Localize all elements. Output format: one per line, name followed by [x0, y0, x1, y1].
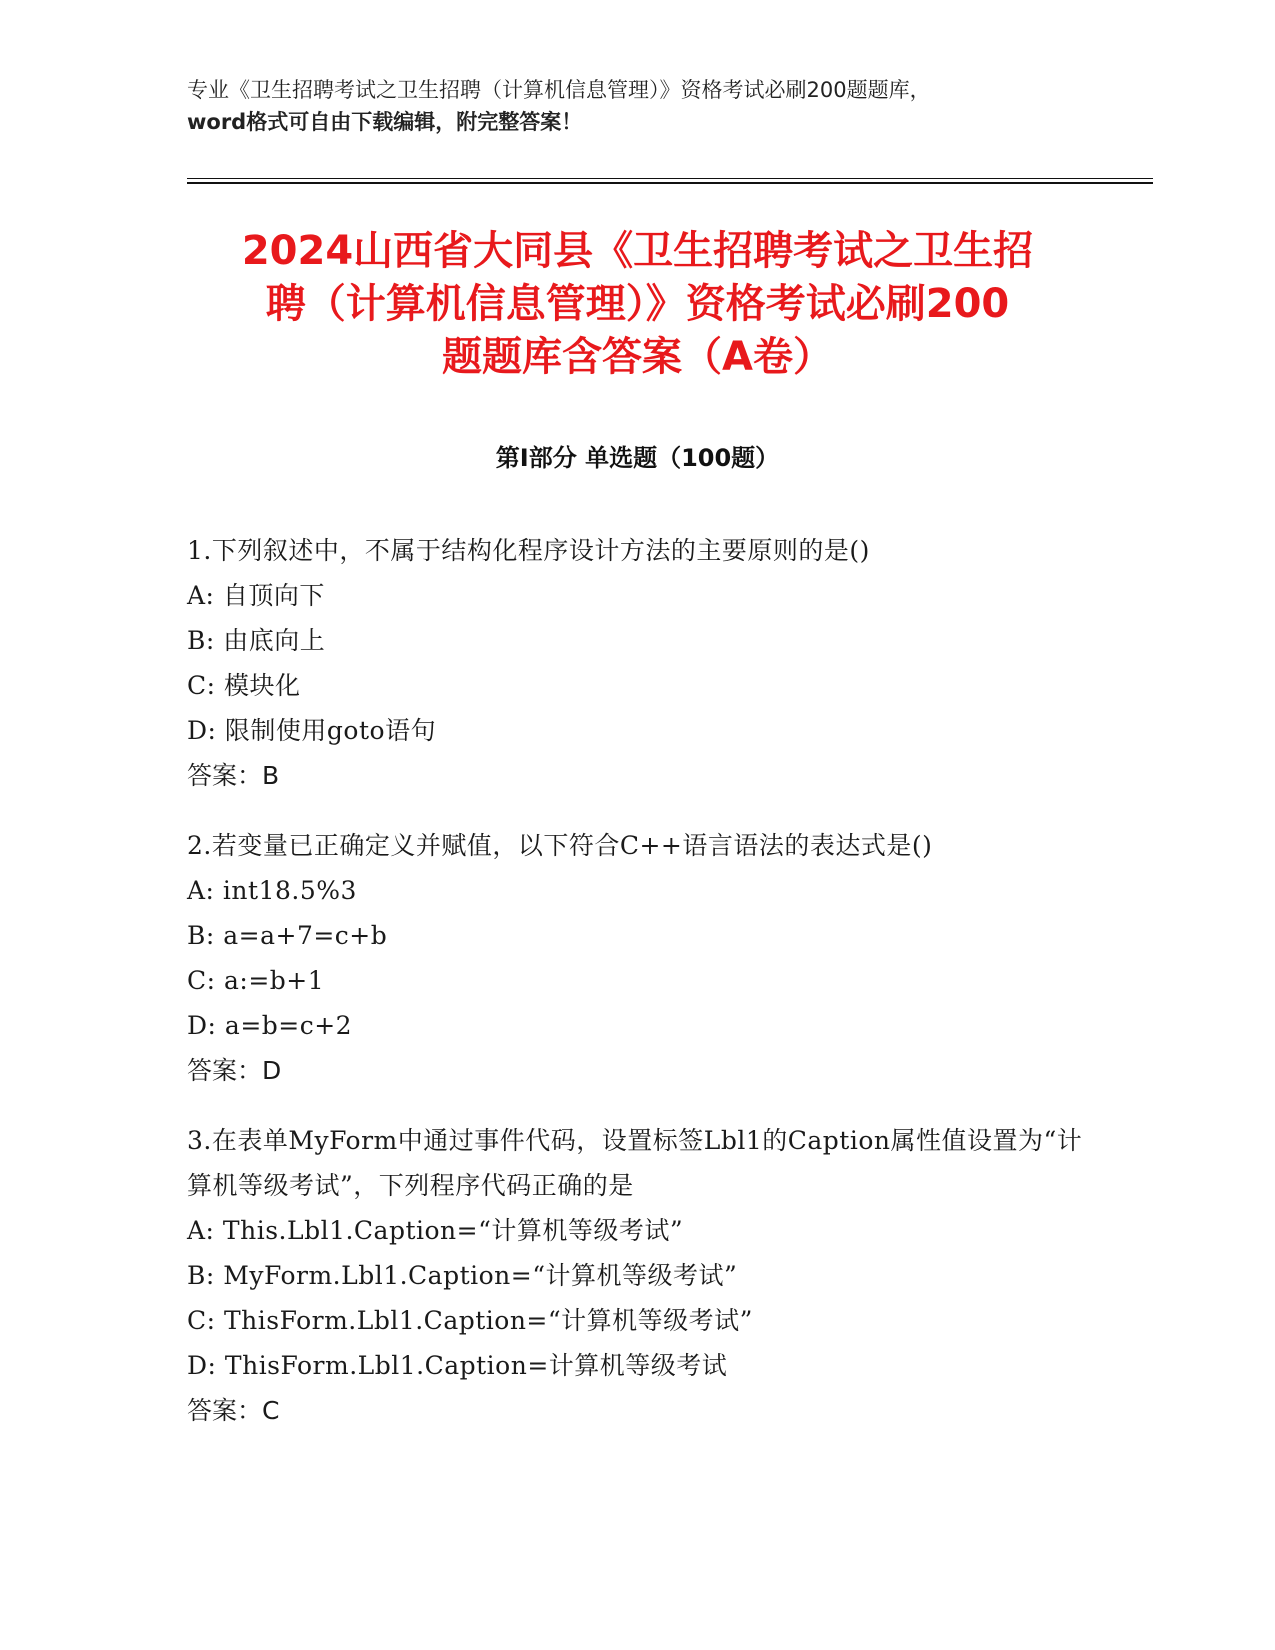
option-d: D: 限制使用goto语句 — [187, 716, 437, 745]
header-note-line-1: 专业《卫生招聘考试之卫生招聘（计算机信息管理）》资格考试必刷200题题库， — [187, 78, 931, 102]
option-b: B: a=a+7=c+b — [187, 921, 388, 950]
option-b: B: 由底向上 — [187, 626, 326, 655]
question-stem: 3.在表单MyForm中通过事件代码，设置标签Lbl1的Caption属性值设置为“计算机等级考试”，下列程序代码正确的是 — [187, 1126, 1083, 1200]
header-note-line-2: word格式可自由下载编辑，附完整答案！ — [187, 110, 583, 134]
option-a: A: 自顶向下 — [187, 581, 325, 610]
title-line-3: 题题库含答案（A卷） — [442, 334, 833, 380]
document-title — [150, 225, 1125, 384]
question-2 — [187, 823, 1107, 1093]
question-stem: 2.若变量已正确定义并赋值，以下符合C++语言语法的表达式是() — [187, 831, 933, 860]
answer-line: 答案：C — [187, 1396, 280, 1425]
option-c: C: a:=b+1 — [187, 966, 325, 995]
option-c: C: 模块化 — [187, 671, 301, 700]
question-stem: 1.下列叙述中，不属于结构化程序设计方法的主要原则的是() — [187, 536, 870, 565]
option-d: D: ThisForm.Lbl1.Caption=计算机等级考试 — [187, 1351, 728, 1380]
option-a: A: int18.5%3 — [187, 876, 357, 905]
title-line-1: 2024山西省大同县《卫生招聘考试之卫生招 — [241, 228, 1034, 274]
answer-line: 答案：D — [187, 1056, 282, 1085]
answer-line: 答案：B — [187, 761, 280, 790]
header-divider-thin — [187, 178, 1153, 179]
question-3 — [187, 1118, 1107, 1433]
header-divider-thick — [187, 182, 1153, 184]
option-a: A: This.Lbl1.Caption=“计算机等级考试” — [187, 1216, 684, 1245]
title-line-2: 聘（计算机信息管理）》资格考试必刷200 — [265, 281, 1010, 327]
question-list — [187, 528, 1107, 1458]
option-b: B: MyForm.Lbl1.Caption=“计算机等级考试” — [187, 1261, 738, 1290]
section-title: 第Ⅰ部分 单选题（100题） — [495, 444, 780, 472]
question-1 — [187, 528, 1107, 798]
header-note — [187, 74, 1087, 138]
option-d: D: a=b=c+2 — [187, 1011, 353, 1040]
option-c: C: ThisForm.Lbl1.Caption=“计算机等级考试” — [187, 1306, 753, 1335]
